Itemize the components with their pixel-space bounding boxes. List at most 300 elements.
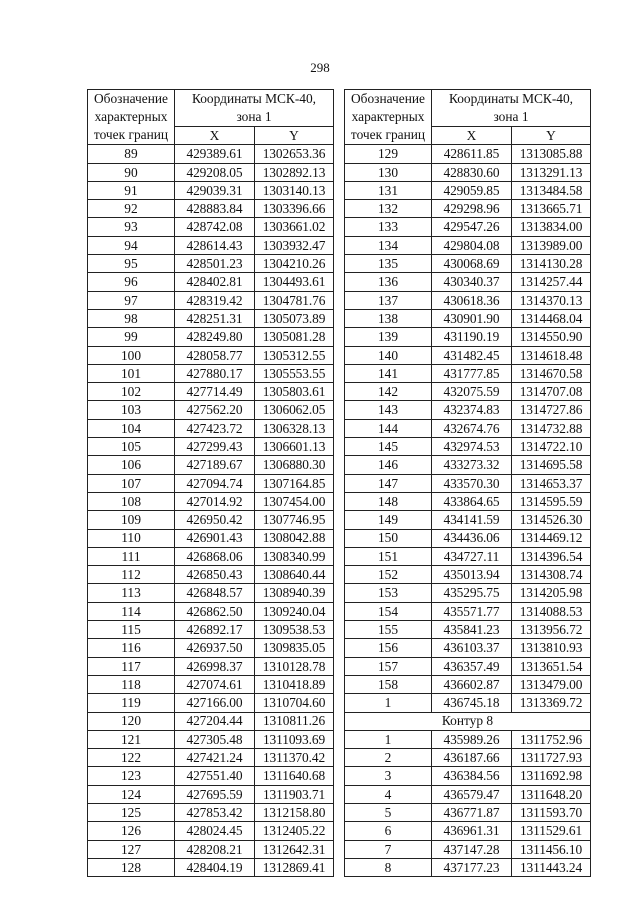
point-cell: 142 [345, 383, 432, 401]
point-cell: 141 [345, 364, 432, 382]
y-cell: 1306328.13 [255, 419, 334, 437]
y-cell: 1313989.00 [512, 236, 591, 254]
table-row [88, 383, 334, 401]
x-cell: 427562.20 [175, 401, 255, 419]
x-cell: 428208.21 [175, 840, 255, 858]
y-cell: 1311727.93 [512, 749, 591, 767]
point-cell: 117 [88, 657, 175, 675]
table-row [345, 200, 591, 218]
point-cell: 124 [88, 785, 175, 803]
y-cell: 1306062.05 [255, 401, 334, 419]
y-cell: 1314727.86 [512, 401, 591, 419]
x-cell: 426937.50 [175, 639, 255, 657]
y-cell: 1314695.58 [512, 456, 591, 474]
x-cell: 433864.65 [432, 492, 512, 510]
section-title: Контур 8 [345, 712, 591, 730]
x-cell: 427166.00 [175, 694, 255, 712]
y-cell: 1312642.31 [255, 840, 334, 858]
table-row [88, 181, 334, 199]
y-column-header: Y [512, 127, 591, 145]
point-cell: 138 [345, 309, 432, 327]
y-cell: 1314722.10 [512, 438, 591, 456]
y-cell: 1306601.13 [255, 438, 334, 456]
x-cell: 426901.43 [175, 529, 255, 547]
x-cell: 436384.56 [432, 767, 512, 785]
point-cell: 105 [88, 438, 175, 456]
table-row [345, 401, 591, 419]
header-label-line: Обозначение [94, 91, 168, 106]
x-cell: 427714.49 [175, 383, 255, 401]
point-cell: 104 [88, 419, 175, 437]
point-cell: 97 [88, 291, 175, 309]
point-cell: 5 [345, 803, 432, 821]
table-row [88, 584, 334, 602]
table-row [88, 566, 334, 584]
table-row [88, 529, 334, 547]
coord-system-line: зона 1 [236, 109, 272, 124]
x-cell: 429059.85 [432, 181, 512, 199]
x-cell: 436745.18 [432, 694, 512, 712]
point-label-header [88, 90, 175, 145]
table-row [345, 566, 591, 584]
x-cell: 427423.72 [175, 419, 255, 437]
x-cell: 432674.76 [432, 419, 512, 437]
y-cell: 1313369.72 [512, 694, 591, 712]
table-row [345, 785, 591, 803]
header-label-line: характерных [94, 109, 168, 124]
table-row [345, 364, 591, 382]
x-cell: 435013.94 [432, 566, 512, 584]
y-cell: 1305081.28 [255, 328, 334, 346]
x-column-header: X [175, 127, 255, 145]
x-cell: 428251.31 [175, 309, 255, 327]
point-cell: 151 [345, 547, 432, 565]
table-row [88, 858, 334, 876]
table-row [345, 273, 591, 291]
table-row [345, 163, 591, 181]
table-row [88, 675, 334, 693]
table-row [88, 218, 334, 236]
x-cell: 428830.60 [432, 163, 512, 181]
y-cell: 1307746.95 [255, 511, 334, 529]
point-cell: 123 [88, 767, 175, 785]
x-cell: 432974.53 [432, 438, 512, 456]
table-row [88, 712, 334, 730]
table-row [345, 657, 591, 675]
point-cell: 107 [88, 474, 175, 492]
y-cell: 1308340.99 [255, 547, 334, 565]
point-cell: 8 [345, 858, 432, 876]
table-row [345, 328, 591, 346]
table-row [88, 438, 334, 456]
x-cell: 436961.31 [432, 822, 512, 840]
table-row [345, 602, 591, 620]
x-cell: 427014.92 [175, 492, 255, 510]
table-row [88, 419, 334, 437]
point-cell: 132 [345, 200, 432, 218]
table-row [88, 291, 334, 309]
y-cell: 1305312.55 [255, 346, 334, 364]
point-cell: 4 [345, 785, 432, 803]
x-cell: 431482.45 [432, 346, 512, 364]
point-cell: 112 [88, 566, 175, 584]
point-cell: 157 [345, 657, 432, 675]
y-cell: 1305073.89 [255, 309, 334, 327]
table-row [88, 694, 334, 712]
y-cell: 1314468.04 [512, 309, 591, 327]
x-cell: 426998.37 [175, 657, 255, 675]
x-cell: 437147.28 [432, 840, 512, 858]
x-cell: 432075.59 [432, 383, 512, 401]
y-cell: 1304493.61 [255, 273, 334, 291]
x-cell: 427880.17 [175, 364, 255, 382]
table-row [345, 511, 591, 529]
y-cell: 1311443.24 [512, 858, 591, 876]
y-cell: 1304781.76 [255, 291, 334, 309]
point-cell: 158 [345, 675, 432, 693]
y-cell: 1314595.59 [512, 492, 591, 510]
x-cell: 426892.17 [175, 621, 255, 639]
x-cell: 429208.05 [175, 163, 255, 181]
table-row [88, 730, 334, 748]
x-cell: 429547.26 [432, 218, 512, 236]
y-cell: 1303661.02 [255, 218, 334, 236]
x-column-header: X [432, 127, 512, 145]
y-cell: 1313291.13 [512, 163, 591, 181]
y-cell: 1313665.71 [512, 200, 591, 218]
table-row [88, 309, 334, 327]
x-cell: 436579.47 [432, 785, 512, 803]
x-cell: 434727.11 [432, 547, 512, 565]
point-cell: 6 [345, 822, 432, 840]
coord-system-header [175, 90, 334, 127]
point-cell: 1 [345, 694, 432, 712]
table-row [345, 309, 591, 327]
x-cell: 428883.84 [175, 200, 255, 218]
y-cell: 1308940.39 [255, 584, 334, 602]
table-row [345, 584, 591, 602]
x-cell: 426950.42 [175, 511, 255, 529]
point-cell: 144 [345, 419, 432, 437]
coord-system-line: Координаты МСК-40, [448, 91, 574, 106]
x-cell: 434436.06 [432, 529, 512, 547]
y-cell: 1312405.22 [255, 822, 334, 840]
y-cell: 1310418.89 [255, 675, 334, 693]
y-cell: 1310128.78 [255, 657, 334, 675]
table-row [88, 346, 334, 364]
table-row [345, 639, 591, 657]
point-cell: 103 [88, 401, 175, 419]
y-cell: 1303396.66 [255, 200, 334, 218]
table-row [88, 328, 334, 346]
section-row [345, 712, 591, 730]
point-cell: 120 [88, 712, 175, 730]
point-cell: 113 [88, 584, 175, 602]
x-cell: 427204.44 [175, 712, 255, 730]
point-cell: 131 [345, 181, 432, 199]
point-cell: 101 [88, 364, 175, 382]
point-cell: 122 [88, 749, 175, 767]
y-cell: 1314469.12 [512, 529, 591, 547]
x-cell: 426848.57 [175, 584, 255, 602]
x-cell: 429804.08 [432, 236, 512, 254]
point-cell: 136 [345, 273, 432, 291]
x-cell: 427695.59 [175, 785, 255, 803]
y-cell: 1309240.04 [255, 602, 334, 620]
point-cell: 153 [345, 584, 432, 602]
y-cell: 1313085.88 [512, 145, 591, 163]
table-row [88, 621, 334, 639]
x-cell: 434141.59 [432, 511, 512, 529]
x-cell: 428058.77 [175, 346, 255, 364]
point-cell: 152 [345, 566, 432, 584]
x-cell: 427094.74 [175, 474, 255, 492]
y-cell: 1302892.13 [255, 163, 334, 181]
y-cell: 1313834.00 [512, 218, 591, 236]
table-row [345, 675, 591, 693]
x-cell: 426862.50 [175, 602, 255, 620]
y-cell: 1311903.71 [255, 785, 334, 803]
point-cell: 98 [88, 309, 175, 327]
y-cell: 1314396.54 [512, 547, 591, 565]
x-cell: 429389.61 [175, 145, 255, 163]
x-cell: 431777.85 [432, 364, 512, 382]
coord-system-line: Координаты МСК-40, [191, 91, 317, 106]
table-row [345, 236, 591, 254]
point-cell: 118 [88, 675, 175, 693]
y-cell: 1313956.72 [512, 621, 591, 639]
y-cell: 1311593.70 [512, 803, 591, 821]
x-cell: 428404.19 [175, 858, 255, 876]
point-cell: 111 [88, 547, 175, 565]
y-cell: 1314130.28 [512, 255, 591, 273]
y-cell: 1311752.96 [512, 730, 591, 748]
x-cell: 429298.96 [432, 200, 512, 218]
point-cell: 150 [345, 529, 432, 547]
table-row [345, 767, 591, 785]
table-row [88, 657, 334, 675]
x-cell: 435989.26 [432, 730, 512, 748]
point-cell: 148 [345, 492, 432, 510]
x-cell: 433570.30 [432, 474, 512, 492]
point-cell: 155 [345, 621, 432, 639]
point-cell: 156 [345, 639, 432, 657]
x-cell: 427421.24 [175, 749, 255, 767]
table-row [88, 364, 334, 382]
x-cell: 428742.08 [175, 218, 255, 236]
table-row [345, 181, 591, 199]
table-row [88, 803, 334, 821]
table-row [88, 511, 334, 529]
point-cell: 129 [345, 145, 432, 163]
coordinates-table-left [87, 89, 334, 877]
table-body-right [345, 145, 591, 877]
table-row [88, 456, 334, 474]
x-cell: 427189.67 [175, 456, 255, 474]
point-cell: 7 [345, 840, 432, 858]
table-row [345, 858, 591, 876]
table-row [88, 200, 334, 218]
table-row [88, 163, 334, 181]
y-cell: 1311370.42 [255, 749, 334, 767]
y-cell: 1308042.88 [255, 529, 334, 547]
x-cell: 427305.48 [175, 730, 255, 748]
table-row [345, 419, 591, 437]
point-cell: 90 [88, 163, 175, 181]
table-row [88, 255, 334, 273]
y-cell: 1306880.30 [255, 456, 334, 474]
x-cell: 436771.87 [432, 803, 512, 821]
table-body-left [88, 145, 334, 877]
y-cell: 1313810.93 [512, 639, 591, 657]
point-cell: 139 [345, 328, 432, 346]
y-cell: 1313484.58 [512, 181, 591, 199]
table-row [345, 621, 591, 639]
point-cell: 140 [345, 346, 432, 364]
x-cell: 428249.80 [175, 328, 255, 346]
x-cell: 430068.69 [432, 255, 512, 273]
point-cell: 99 [88, 328, 175, 346]
point-cell: 128 [88, 858, 175, 876]
table-row [345, 346, 591, 364]
table-row [88, 785, 334, 803]
point-cell: 100 [88, 346, 175, 364]
table-row [345, 730, 591, 748]
y-cell: 1303140.13 [255, 181, 334, 199]
point-cell: 102 [88, 383, 175, 401]
point-cell: 119 [88, 694, 175, 712]
point-cell: 146 [345, 456, 432, 474]
y-column-header: Y [255, 127, 334, 145]
point-cell: 92 [88, 200, 175, 218]
table-row [88, 602, 334, 620]
table-row [345, 822, 591, 840]
table-row [345, 492, 591, 510]
x-cell: 428611.85 [432, 145, 512, 163]
point-cell: 89 [88, 145, 175, 163]
point-cell: 91 [88, 181, 175, 199]
point-cell: 126 [88, 822, 175, 840]
table-row [88, 273, 334, 291]
y-cell: 1311529.61 [512, 822, 591, 840]
x-cell: 436187.66 [432, 749, 512, 767]
y-cell: 1314670.58 [512, 364, 591, 382]
y-cell: 1311640.68 [255, 767, 334, 785]
table-row [345, 291, 591, 309]
y-cell: 1309835.05 [255, 639, 334, 657]
x-cell: 437177.23 [432, 858, 512, 876]
x-cell: 428319.42 [175, 291, 255, 309]
point-cell: 127 [88, 840, 175, 858]
table-row [88, 474, 334, 492]
y-cell: 1314205.98 [512, 584, 591, 602]
point-cell: 130 [345, 163, 432, 181]
y-cell: 1308640.44 [255, 566, 334, 584]
y-cell: 1314732.88 [512, 419, 591, 437]
table-row [345, 803, 591, 821]
point-cell: 95 [88, 255, 175, 273]
header-label-line: точек границ [93, 127, 169, 142]
point-cell: 94 [88, 236, 175, 254]
table-row [345, 438, 591, 456]
y-cell: 1313651.54 [512, 657, 591, 675]
header-label-line: точек границ [350, 127, 426, 142]
table-row [88, 822, 334, 840]
coordinates-table-right [344, 89, 591, 877]
table-row [345, 474, 591, 492]
point-cell: 143 [345, 401, 432, 419]
table-row [88, 236, 334, 254]
x-cell: 433273.32 [432, 456, 512, 474]
point-cell: 116 [88, 639, 175, 657]
header-label-line: Обозначение [351, 91, 425, 106]
y-cell: 1314653.37 [512, 474, 591, 492]
table-row [88, 767, 334, 785]
x-cell: 436357.49 [432, 657, 512, 675]
point-cell: 134 [345, 236, 432, 254]
point-cell: 121 [88, 730, 175, 748]
y-cell: 1311692.98 [512, 767, 591, 785]
x-cell: 428501.23 [175, 255, 255, 273]
coord-system-line: зона 1 [493, 109, 529, 124]
x-cell: 427074.61 [175, 675, 255, 693]
table-row [88, 639, 334, 657]
table-row [88, 401, 334, 419]
x-cell: 426868.06 [175, 547, 255, 565]
point-cell: 135 [345, 255, 432, 273]
table-row [88, 840, 334, 858]
x-cell: 427853.42 [175, 803, 255, 821]
point-cell: 96 [88, 273, 175, 291]
point-cell: 93 [88, 218, 175, 236]
y-cell: 1313479.00 [512, 675, 591, 693]
table-row [345, 383, 591, 401]
point-cell: 110 [88, 529, 175, 547]
table-row [345, 840, 591, 858]
point-cell: 125 [88, 803, 175, 821]
table-row [88, 749, 334, 767]
x-cell: 436103.37 [432, 639, 512, 657]
y-cell: 1307454.00 [255, 492, 334, 510]
x-cell: 428024.45 [175, 822, 255, 840]
x-cell: 436602.87 [432, 675, 512, 693]
table-row [345, 255, 591, 273]
y-cell: 1314618.48 [512, 346, 591, 364]
point-cell: 1 [345, 730, 432, 748]
page-number: 298 [310, 60, 330, 75]
y-cell: 1303932.47 [255, 236, 334, 254]
table-row [345, 749, 591, 767]
point-cell: 147 [345, 474, 432, 492]
y-cell: 1314707.08 [512, 383, 591, 401]
x-cell: 427551.40 [175, 767, 255, 785]
table-row [345, 456, 591, 474]
x-cell: 430618.36 [432, 291, 512, 309]
point-cell: 115 [88, 621, 175, 639]
table-row [345, 694, 591, 712]
x-cell: 430340.37 [432, 273, 512, 291]
point-cell: 133 [345, 218, 432, 236]
x-cell: 431190.19 [432, 328, 512, 346]
coord-system-header [432, 90, 591, 127]
x-cell: 429039.31 [175, 181, 255, 199]
table-row [345, 529, 591, 547]
y-cell: 1314257.44 [512, 273, 591, 291]
y-cell: 1302653.36 [255, 145, 334, 163]
x-cell: 430901.90 [432, 309, 512, 327]
x-cell: 428402.81 [175, 273, 255, 291]
header-label-line: характерных [351, 109, 425, 124]
